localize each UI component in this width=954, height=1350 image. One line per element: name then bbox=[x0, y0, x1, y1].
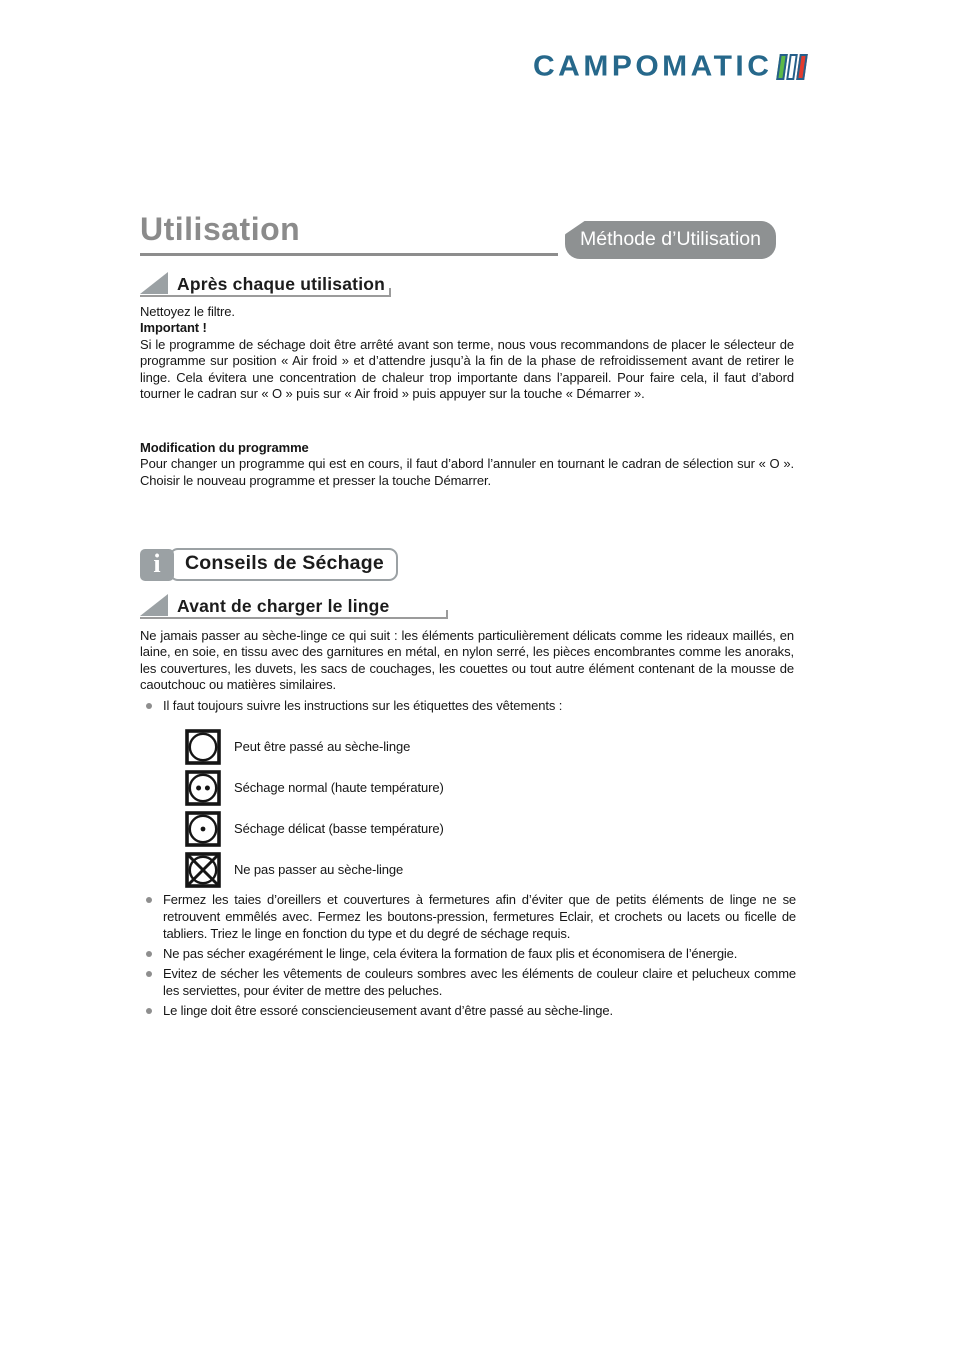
laundry-symbol-label: Séchage délicat (basse température) bbox=[234, 821, 444, 836]
laundry-symbol-row bbox=[185, 849, 444, 890]
flag-stripe-red bbox=[797, 54, 809, 80]
section-underline bbox=[140, 295, 391, 297]
section-heading-label: Avant de charger le linge bbox=[177, 596, 390, 616]
list-item bbox=[140, 891, 796, 942]
tumble-dry-normal-icon bbox=[185, 770, 221, 806]
triangle-icon bbox=[140, 272, 168, 294]
drying-tips-heading bbox=[140, 548, 398, 581]
list-item-text: Ne pas sécher exagérément le linge, cela évitera la formation de faux plis et économisera de l’énergie. bbox=[163, 946, 738, 961]
labels-instruction-line bbox=[140, 698, 794, 713]
drying-tips-label: Conseils de Séchage bbox=[169, 548, 398, 581]
italian-flag-icon bbox=[777, 54, 809, 80]
laundry-symbols-list bbox=[185, 726, 444, 890]
list-item-text: Evitez de sécher les vêtements de couleurs sombres avec les éléments de couleur claire et pelucheux comme les serviettes, pour éviter de mettre des peluches. bbox=[163, 966, 796, 998]
page-header bbox=[140, 209, 776, 256]
section-underline bbox=[140, 617, 448, 619]
info-icon: i bbox=[140, 549, 174, 581]
list-item-text: Fermez les taies d’oreillers et couvertures à fermetures afin d’éviter que de petits éléments de linge ne se retrouvent emmêlés avec. Fermez les boutons-pression, fermetures Eclair, et crochets ou lacets ou ficelle de tabliers. Triez le linge en fonction du type et du degré de séchage requis. bbox=[163, 892, 796, 941]
program-modification-text bbox=[140, 440, 794, 489]
list-item bbox=[140, 1002, 796, 1019]
bullet-icon bbox=[146, 703, 152, 709]
laundry-symbol-row bbox=[185, 808, 444, 849]
title-divider bbox=[140, 253, 558, 256]
labels-instruction-text: Il faut toujours suivre les instructions sur les étiquettes des vêtements : bbox=[163, 698, 563, 713]
tumble-dry-delicate-icon bbox=[185, 811, 221, 847]
laundry-symbol-label: Peut être passé au sèche-linge bbox=[234, 739, 411, 754]
drying-tips-bullet-list bbox=[140, 891, 796, 1022]
never-tumble-dry-paragraph: Ne jamais passer au sèche-linge ce qui suit : les éléments particulièrement délicats comme les rideaux maillés, en laine, en soie, en tissu avec des garnitures en métal, en nylon serré, les pièces encombrantes comme les anoraks, les couvertures, les duvets, les sacs de couchages, les couettes ou tout autre élément contenant de la mousse de caoutchouc ou matières similaires. bbox=[140, 628, 794, 693]
laundry-symbol-label: Ne pas passer au sèche-linge bbox=[234, 862, 404, 877]
method-badge: Méthode d’Utilisation bbox=[565, 221, 776, 259]
laundry-symbol-label: Séchage normal (haute température) bbox=[234, 780, 444, 795]
tumble-dry-forbidden-icon bbox=[185, 852, 221, 888]
laundry-symbol-row bbox=[185, 767, 444, 808]
brand-logo bbox=[533, 50, 806, 84]
modification-paragraph: Pour changer un programme qui est en cours, il faut d’abord l’annuler en tournant le cadran de sélection sur « O ». Choisir le nouveau programme et presser la touche Démarrer. bbox=[140, 456, 794, 488]
important-label: Important ! bbox=[140, 320, 207, 336]
triangle-icon bbox=[140, 594, 168, 616]
bullet-icon bbox=[146, 951, 152, 957]
important-paragraph: Si le programme de séchage doit être arrêté avant son terme, nous vous recommandons de placer le sélecteur de programme sur position « Air froid » et d’attendre jusqu’à la fin de la phase de refroidissement avant de retirer le linge. Cela évitera une concentration de chaleur trop importante dans l’appareil. Pour faire cela, il faut d’abord tourner le cadran sur « O » puis sur « Air froid » puis appuyer sur la touche « Démarrer ». bbox=[140, 336, 794, 402]
bullet-icon bbox=[146, 1008, 152, 1014]
list-item-text: Le linge doit être essoré consciencieusement avant d’être passé au sèche-linge. bbox=[163, 1003, 613, 1018]
bullet-icon bbox=[146, 897, 152, 903]
laundry-symbol-row bbox=[185, 726, 444, 767]
tumble-dry-allowed-icon bbox=[185, 729, 221, 765]
list-item bbox=[140, 965, 796, 999]
bullet-icon bbox=[146, 971, 152, 977]
section-heading-label: Après chaque utilisation bbox=[177, 274, 386, 294]
list-item bbox=[140, 945, 796, 962]
clean-filter-line: Nettoyez le filtre. bbox=[140, 304, 235, 319]
after-use-text bbox=[140, 304, 794, 402]
modification-label: Modification du programme bbox=[140, 440, 309, 455]
brand-name: CAMPOMATIC bbox=[533, 50, 773, 83]
page-title: Utilisation bbox=[140, 211, 301, 247]
